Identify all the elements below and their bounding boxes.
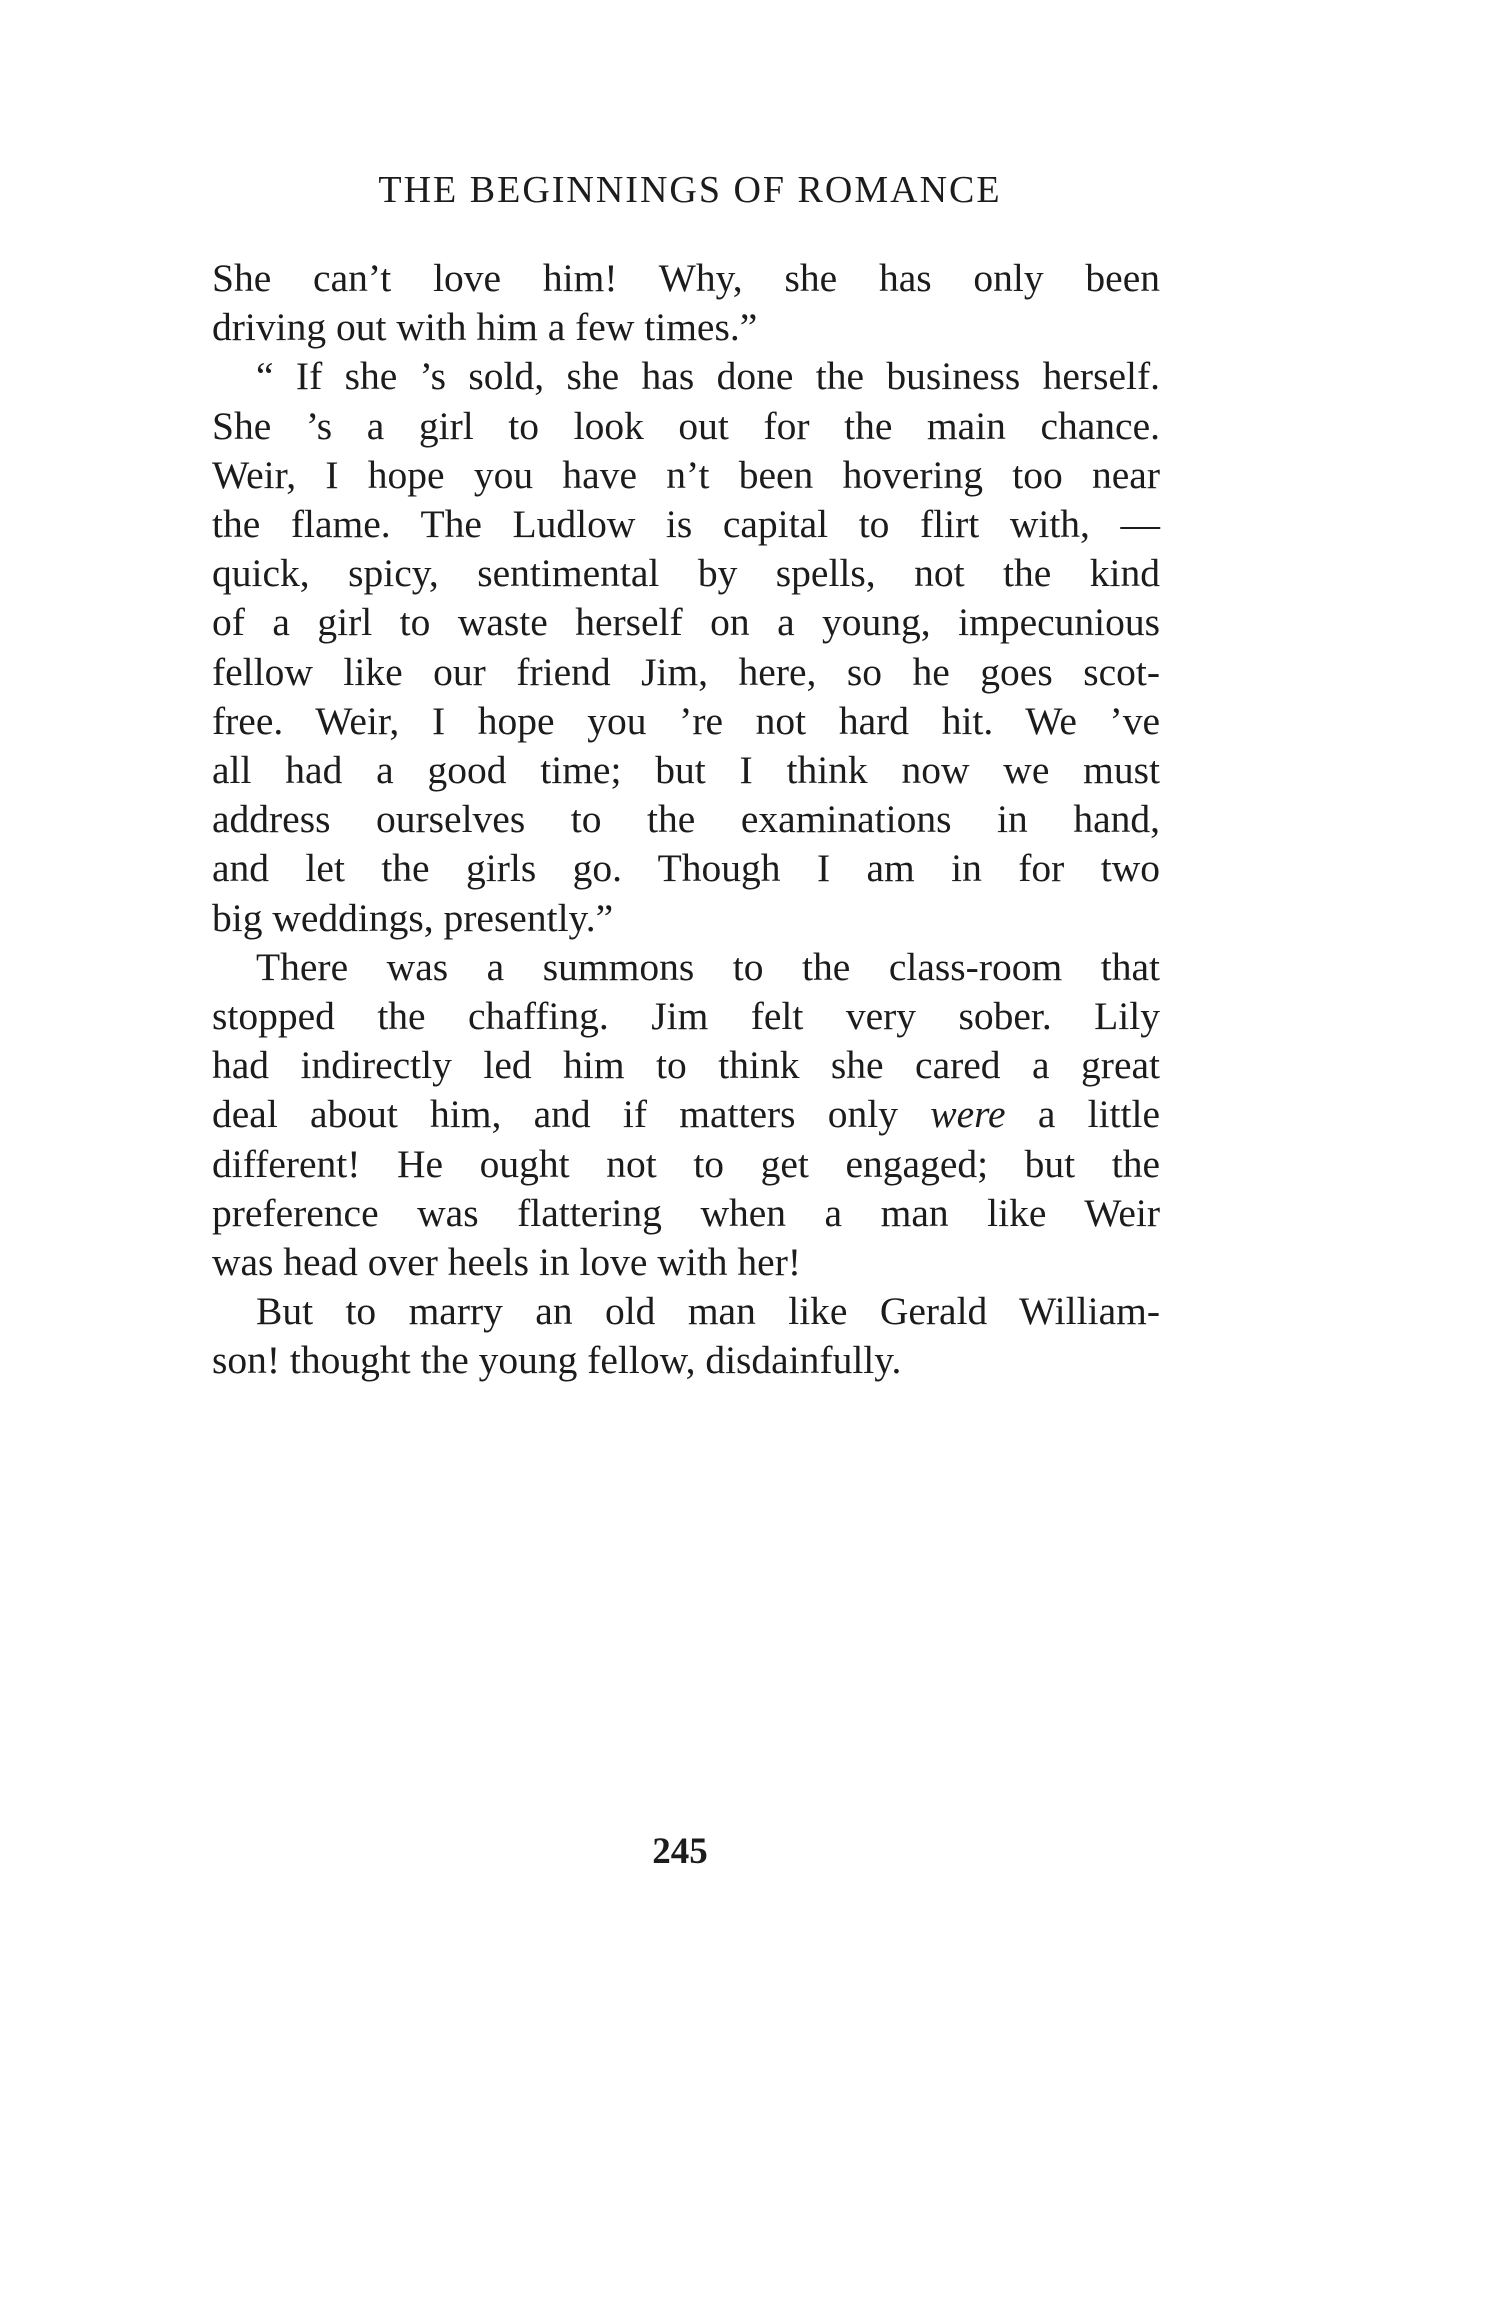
running-head: THE BEGINNINGS OF ROMANCE [378, 169, 1002, 211]
paragraph-line: She ’s a girl to look out for the main chance. [212, 403, 1160, 448]
paragraph-line: Weir, I hope you have n’t been hovering too near [212, 452, 1160, 497]
paragraph-line: stopped the chaffing. Jim felt very sober. Lily [212, 994, 1160, 1039]
paragraph-line: fellow like our friend Jim, here, so he goes scot- [212, 649, 1160, 694]
paragraph-line: all had a good time; but I think now we must [212, 748, 1160, 793]
paragraph-line: son! thought the young fellow, disdainfully. [212, 1338, 902, 1383]
paragraph-line: “ If she ’s sold, she has done the business herself. [256, 354, 1160, 399]
paragraph-line: had indirectly led him to think she cared a great [212, 1043, 1160, 1088]
paragraph-line: quick, spicy, sentimental by spells, not the kind [212, 551, 1160, 596]
paragraph-line: and let the girls go. Though I am in for two [212, 846, 1160, 891]
paragraph-line: big weddings, presently.” [212, 895, 614, 940]
paragraph-line: She can’t love him! Why, she has only been [212, 256, 1160, 300]
paragraph-line: There was a summons to the class-room that [256, 944, 1160, 989]
paragraph-line [212, 1090, 1160, 1139]
paragraph-line: was head over heels in love with her! [212, 1240, 802, 1285]
paragraph-line: free. Weir, I hope you ’re not hard hit. We ’ve [212, 698, 1160, 743]
paragraph-line: of a girl to waste herself on a young, impecunious [212, 600, 1160, 645]
paragraph-line: address ourselves to the examinations in hand, [212, 797, 1160, 842]
page-number: 245 [652, 1831, 708, 1872]
body-text [212, 254, 1160, 1386]
paragraph-line: driving out with him a few times.” [212, 305, 758, 350]
line-segment: deal about him, and if matters only [212, 1092, 898, 1137]
line-segment: a little [1037, 1092, 1161, 1137]
paragraph-line: different! He ought not to get engaged; but the [212, 1141, 1160, 1186]
paragraph-line: But to marry an old man like Gerald William- [256, 1289, 1160, 1334]
italic-word: were [930, 1092, 1006, 1137]
paragraph-line: the flame. The Ludlow is capital to flirt with, — [212, 502, 1160, 547]
paragraph-line: preference was flattering when a man like Weir [212, 1190, 1160, 1235]
